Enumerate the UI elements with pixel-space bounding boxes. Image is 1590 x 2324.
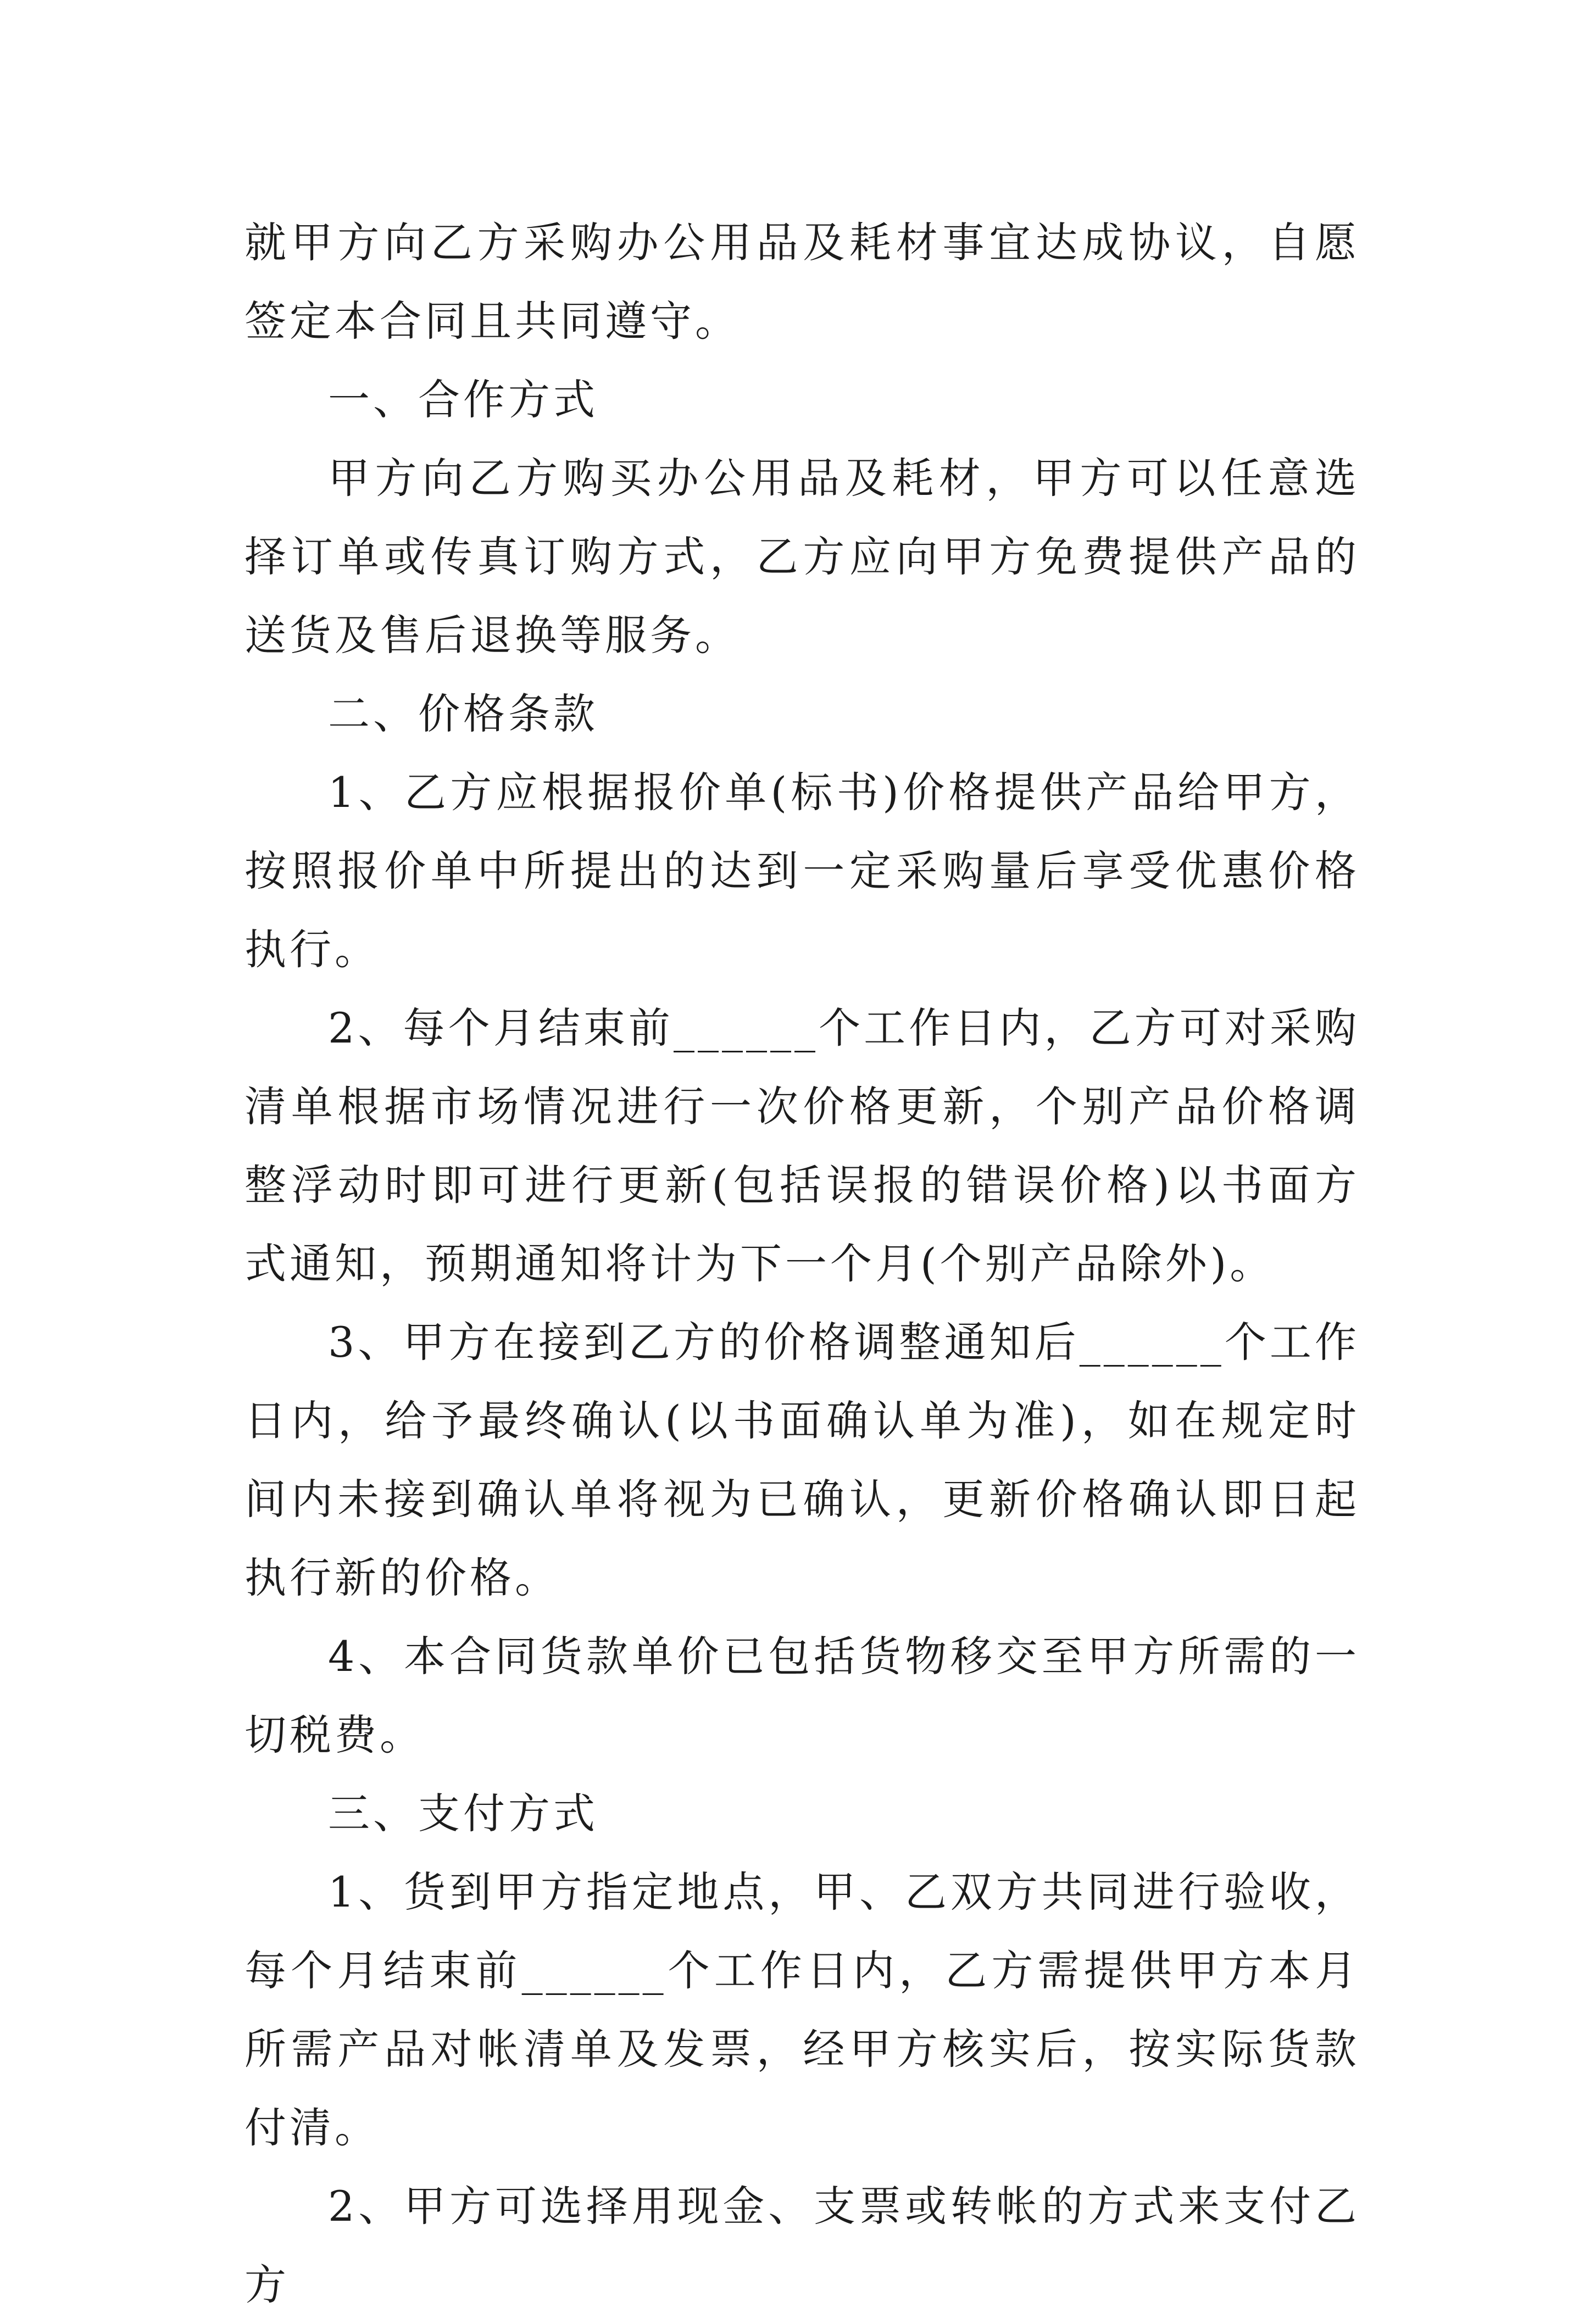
paragraph-payment-1: 1、货到甲方指定地点，甲、乙双方共同进行验收，每个月结束前______个工作日内，乙方需提供甲方本月所需产品对帐清单及发票，经甲方核实后，按实际货款付清。 [244,1868,1360,2152]
section-heading-cooperation: 一、合作方式 [328,375,598,424]
document-body [244,203,1360,2324]
paragraph-payment-2: 2、甲方可选择用现金、支票或转帐的方式来支付乙方 [244,2182,1360,2309]
paragraph-cooperation: 甲方向乙方购买办公用品及耗材，甲方可以任意选择订单或传真订购方式，乙方应向甲方免费提供产品的送货及售后退换等服务。 [244,454,1360,660]
paragraph-intro: 就甲方向乙方采购办公用品及耗材事宜达成协议，自愿签定本合同且共同遵守。 [244,218,1360,345]
paragraph-price-3: 3、甲方在接到乙方的价格调整通知后______个工作日内，给予最终确认(以书面确认单为准)，如在规定时间内未接到确认单将视为已确认，更新价格确认即日起执行新的价格。 [244,1318,1360,1602]
section-heading-price: 二、价格条款 [328,689,598,738]
section-heading-payment: 三、支付方式 [328,1789,598,1838]
paragraph-price-2: 2、每个月结束前______个工作日内，乙方可对采购清单根据市场情况进行一次价格更新，个别产品价格调整浮动时即可进行更新(包括误报的错误价格)以书面方式通知，预期通知将计为下一个月(个别产品除外)。 [244,1004,1360,1288]
paragraph-price-1: 1、乙方应根据报价单(标书)价格提供产品给甲方，按照报价单中所提出的达到一定采购量后享受优惠价格执行。 [244,768,1360,974]
paragraph-price-4: 4、本合同货款单价已包括货物移交至甲方所需的一切税费。 [244,1632,1360,1759]
